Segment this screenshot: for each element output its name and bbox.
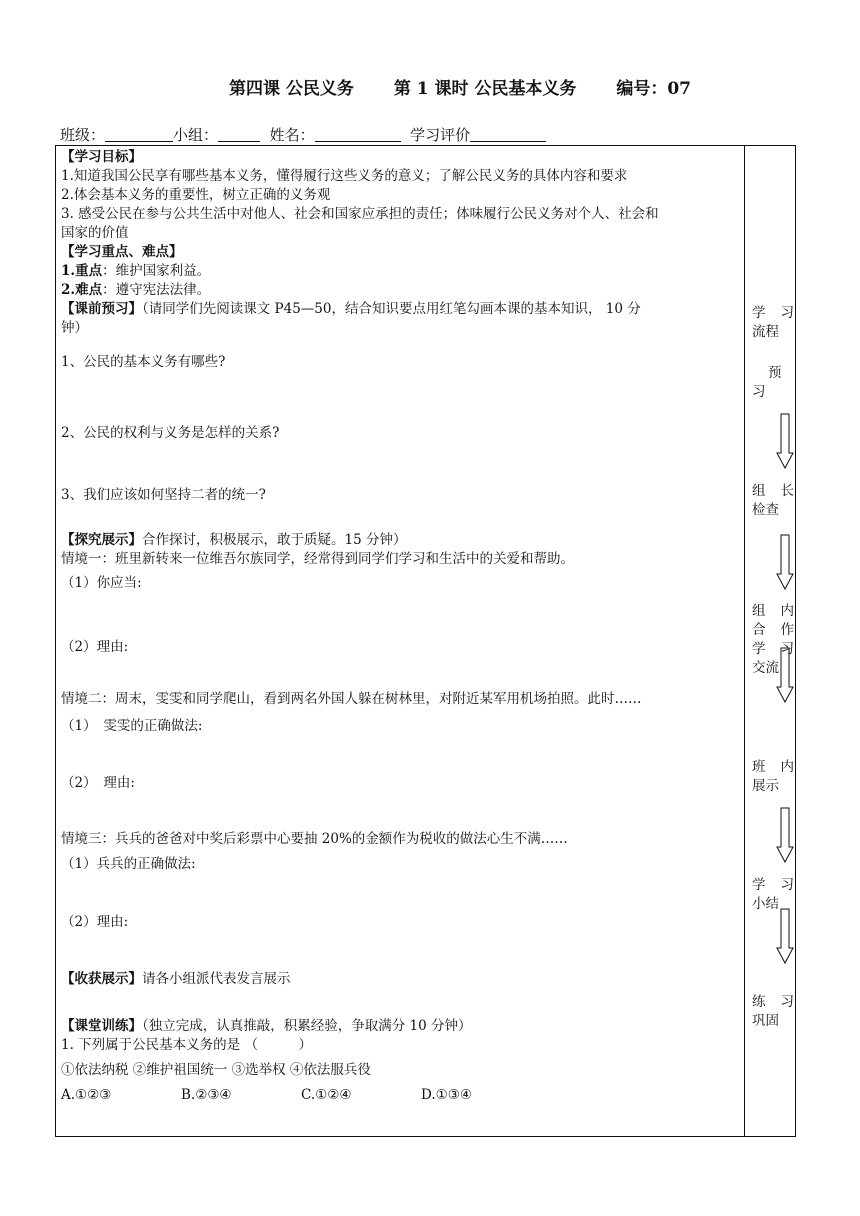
training-line <box>61 1017 739 1036</box>
group-blank[interactable] <box>218 125 260 142</box>
scenario-2-q1: （1） 雯雯的正确做法: <box>61 718 203 734</box>
down-arrow-icon <box>776 807 794 864</box>
harvest-desc: 请各小组派代表发言展示 <box>142 971 291 987</box>
name-blank[interactable] <box>315 125 401 142</box>
down-arrow-icon <box>776 647 794 704</box>
training-options: ①依法纳税 ②维护祖国统一 ③选举权 ④依法服兵役 <box>61 1062 371 1078</box>
keypoints-heading: 【学习重点、难点】 <box>61 244 183 260</box>
training-desc: （独立完成，认真推敲，积累经验，争取满分 10 分钟） <box>142 1018 472 1034</box>
goal-item-3a: 3. 感受公民在参与公共生活中对他人、社会和国家应承担的责任；体味履行公民义务对个人、社会和 <box>61 206 659 222</box>
key-point <box>61 262 739 281</box>
page-title <box>0 76 860 102</box>
flow-label: 学 习 流程 <box>752 305 794 340</box>
choice-b[interactable]: B.②③④ <box>181 1087 232 1103</box>
eval-label: 学习评价 <box>410 126 471 144</box>
difficult-point-text: ：遵守宪法法律。 <box>102 282 211 298</box>
preview-heading: 【课前预习】 <box>61 301 142 317</box>
scenario-1-q2: （2）理由: <box>61 639 129 655</box>
goals-heading: 【学习目标】 <box>61 149 142 165</box>
scenario-3: 情境三：兵兵的爸爸对中奖后彩票中心要抽 20%的金额作为税收的做法心生不满…… <box>61 831 568 847</box>
class-label: 班级： <box>60 126 106 144</box>
down-arrow-icon <box>776 413 794 470</box>
scenario-2-q2: （2） 理由: <box>61 775 135 791</box>
difficult-point-label: 2.难点 <box>61 282 103 298</box>
scenario-2: 情境二：周末，雯雯和同学爬山，看到两名外国人躲在树林里，对附近某军用机场拍照。此时…… <box>61 691 642 707</box>
student-info-line <box>60 124 546 146</box>
key-point-label: 1.重点 <box>61 263 103 279</box>
group-step: 组 内 合 作 学 习 交流 <box>752 603 794 676</box>
name-label: 姓名： <box>269 126 315 144</box>
choice-d[interactable]: D.①③④ <box>421 1087 472 1103</box>
goal-item-2: 2.体会基本义务的重要性，树立正确的义务观 <box>61 187 331 203</box>
practice-step: 练 习 巩固 <box>752 994 794 1029</box>
training-question-1: 1. 下列属于公民基本义务的是 （ ） <box>61 1037 312 1053</box>
group-label: 小组： <box>173 126 219 144</box>
preview-desc-b: 钟） <box>61 320 88 336</box>
preview-step: 预 习 <box>752 365 782 400</box>
training-heading: 【课堂训练】 <box>61 1018 142 1034</box>
down-arrow-icon <box>776 908 794 965</box>
main-column <box>61 148 739 1106</box>
scenario-3-q2: （2）理由: <box>61 914 129 930</box>
period-title: 第 1 课时 公民基本义务 <box>393 79 577 99</box>
class-blank[interactable] <box>105 125 173 142</box>
summary-step: 学 习 小结 <box>752 877 794 912</box>
goal-item-1: 1.知道我国公民享有哪些基本义务，懂得履行这些义务的意义；了解公民义务的具体内容和要求 <box>61 168 628 184</box>
column-divider <box>744 145 745 1137</box>
down-arrow-icon <box>776 534 794 591</box>
preview-desc-a: （请同学们先阅读课文 P45—50，结合知识要点用红笔勾画本课的基本知识， 10 分 <box>142 301 641 317</box>
check-step: 组 长 检查 <box>752 483 794 518</box>
scenario-1: 情境一：班里新转来一位维吾尔族同学，经常得到同学们学习和生活中的关爱和帮助。 <box>61 551 574 567</box>
key-point-text: ：维护国家利益。 <box>102 263 211 279</box>
scenario-3-q1: （1）兵兵的正确做法: <box>61 856 196 872</box>
doc-number: 编号：07 <box>616 79 692 99</box>
choice-c[interactable]: C.①②④ <box>301 1087 352 1103</box>
difficult-point <box>61 281 739 300</box>
explore-line <box>61 531 739 550</box>
harvest-heading: 【收获展示】 <box>61 971 142 987</box>
preview-question-1: 1、公民的基本义务有哪些? <box>61 354 226 370</box>
harvest-line <box>61 970 739 1017</box>
preview-question-2: 2、公民的权利与义务是怎样的关系? <box>61 425 280 441</box>
preview-question-3: 3、我们应该如何坚持二者的统一? <box>61 487 266 503</box>
eval-blank[interactable] <box>470 125 546 142</box>
scenario-1-q1: （1）你应当: <box>61 575 142 591</box>
lesson-title: 第四课 公民义务 <box>228 79 354 99</box>
training-choices <box>61 1086 739 1106</box>
class-step: 班 内 展示 <box>752 759 794 794</box>
preview-line <box>61 300 739 319</box>
explore-desc: 合作探讨，积极展示，敢于质疑。15 分钟） <box>142 532 407 548</box>
explore-heading: 【探究展示】 <box>61 532 142 548</box>
choice-a[interactable]: A.①②③ <box>61 1087 112 1103</box>
goal-item-3b: 国家的价值 <box>61 225 129 241</box>
